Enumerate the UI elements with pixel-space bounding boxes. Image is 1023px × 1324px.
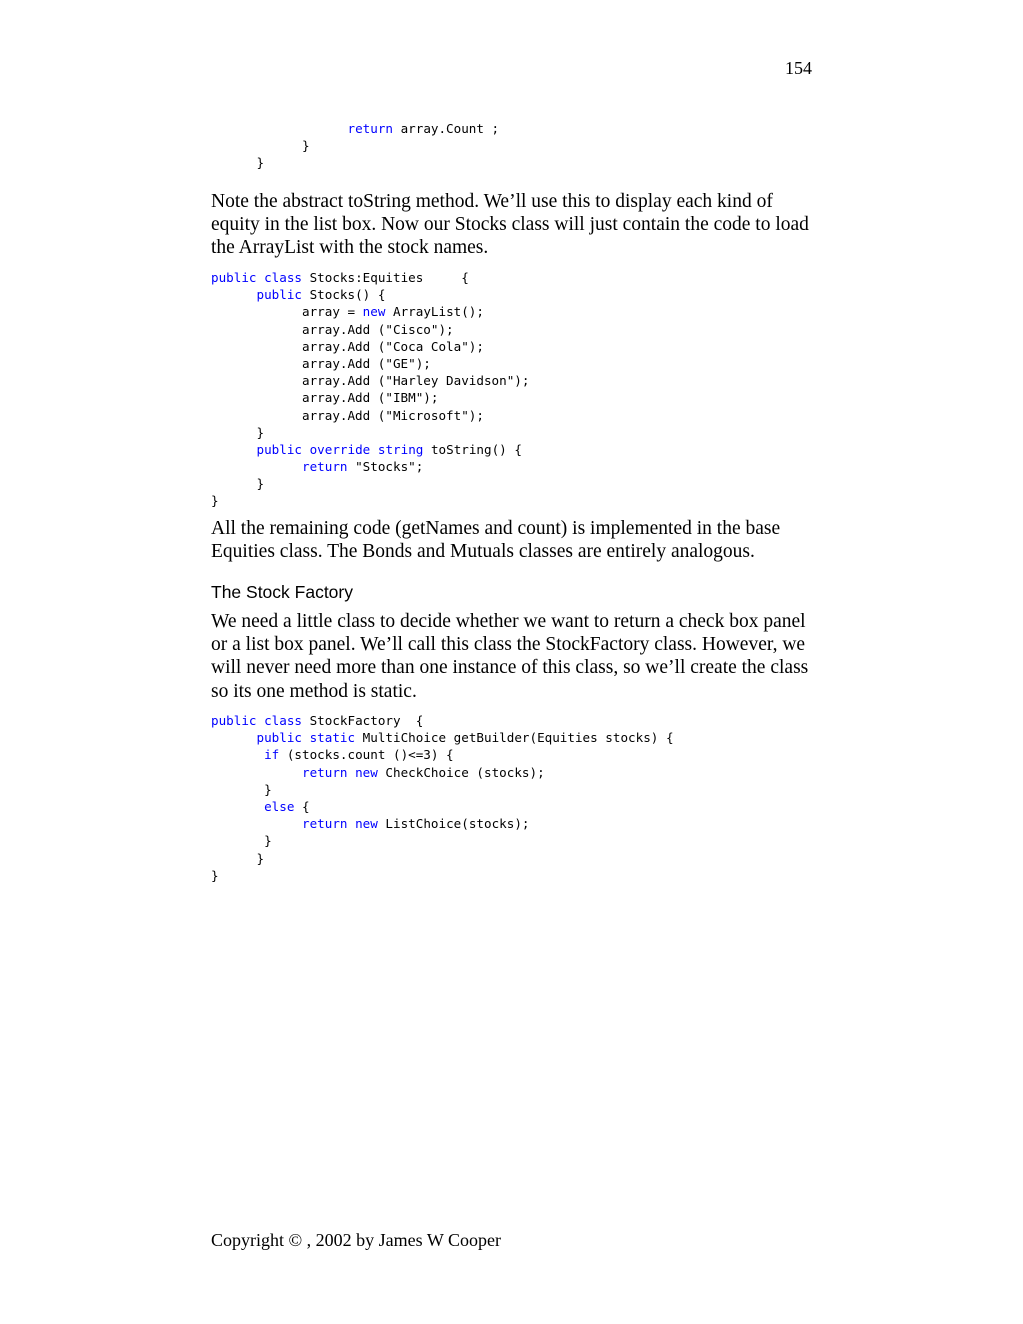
section-heading: The Stock Factory [211, 582, 353, 602]
code-text: array.Add ("Coca Cola"); [211, 338, 484, 354]
code-text: MultiChoice getBuilder(Equities stocks) { [355, 730, 674, 746]
code-text: } [211, 155, 265, 171]
paragraph-tostring-note: Note the abstract toString method. We’ll use this to display each kind of equity in the list box. Now our Stocks class will just contain the code to load the ArrayList with the stock names. [211, 191, 809, 259]
code-line [211, 355, 529, 372]
code-line [211, 389, 529, 406]
code-keyword: public [256, 441, 302, 457]
page-number: 154 [785, 58, 812, 78]
paragraph-remaining-code: All the remaining code (getNames and count) is implemented in the base Equities class. The Bonds and Mutuals classes are entirely analogous. [211, 518, 781, 563]
code-line [211, 867, 674, 884]
code-line [211, 154, 499, 171]
code-text [302, 442, 310, 457]
code-keyword: public [256, 730, 302, 746]
code-text: } [211, 867, 219, 883]
code-text [211, 121, 347, 136]
code-text: Stocks() { [302, 287, 386, 303]
code-keyword: new [362, 304, 386, 320]
code-text: (stocks.count ()<=3) { [279, 747, 454, 763]
code-text: } [211, 833, 272, 849]
paragraph-factory-intro: We need a little class to decide whether we want to return a check box panel or a list box panel. We’ll call this class the StockFactory class. However, we will never need more than one instance of this class, so we’ll create the class so its one method is static. [211, 611, 809, 702]
code-text: } [211, 476, 265, 492]
code-line [211, 781, 674, 798]
copyright-footer: Copyright © , 2002 by James W Cooper [211, 1230, 501, 1250]
code-keyword: else [264, 798, 295, 814]
code-text: "Stocks"; [347, 459, 424, 475]
code-line [211, 712, 674, 729]
code-line [211, 458, 529, 475]
code-line [211, 798, 674, 815]
code-line [211, 729, 674, 746]
code-keyword: new [355, 764, 378, 780]
code-text: array = [211, 304, 363, 320]
code-line [211, 338, 529, 355]
code-text [211, 442, 257, 457]
code-keyword: if [264, 747, 280, 763]
code-keyword: return [302, 816, 348, 832]
code-line [211, 303, 529, 320]
code-text [257, 270, 265, 285]
code-text: ArrayList(); [385, 304, 484, 320]
code-keyword: static [309, 730, 356, 746]
code-text [302, 730, 310, 745]
code-keyword: string [377, 441, 424, 457]
code-text: { [294, 798, 310, 814]
code-text [211, 799, 264, 814]
code-text [348, 816, 356, 831]
code-line [211, 475, 529, 492]
code-line [211, 286, 529, 303]
code-keyword: public [211, 713, 257, 728]
code-block-equities-end [211, 120, 499, 172]
code-line [211, 441, 529, 458]
code-text: } [211, 781, 272, 797]
code-text: Stocks:Equities { [302, 270, 469, 285]
code-text: StockFactory { [302, 713, 424, 728]
code-text: CheckChoice (stocks); [377, 764, 545, 780]
code-keyword: return [347, 121, 393, 136]
code-line [211, 492, 529, 509]
code-line [211, 120, 499, 137]
code-keyword: class [264, 713, 303, 728]
code-line [211, 269, 529, 286]
code-text [211, 287, 257, 302]
code-line [211, 372, 529, 389]
code-text: } [211, 424, 265, 440]
code-line [211, 321, 529, 338]
code-block-stocks-class [211, 269, 529, 510]
code-text [370, 442, 378, 457]
code-keyword: new [355, 816, 378, 832]
code-text [211, 765, 302, 780]
code-keyword: public [211, 270, 257, 285]
code-text [211, 816, 302, 831]
code-text: array.Add ("Harley Davidson"); [211, 373, 530, 389]
code-text: toString() { [423, 441, 522, 457]
code-line [211, 407, 529, 424]
code-line [211, 137, 499, 154]
code-text: array.Add ("Microsoft"); [211, 407, 484, 423]
code-line [211, 746, 674, 763]
code-text [257, 713, 265, 728]
code-keyword: class [264, 270, 303, 285]
code-text: array.Add ("GE"); [211, 355, 431, 371]
code-text: } [211, 850, 265, 866]
code-text: array.Count ; [392, 121, 500, 136]
code-keyword: return [302, 459, 348, 475]
code-keyword: public [256, 287, 302, 303]
code-text: } [211, 493, 219, 509]
code-text [211, 747, 264, 762]
code-line [211, 764, 674, 781]
code-keyword: override [309, 441, 371, 457]
code-text: ListChoice(stocks); [377, 816, 530, 832]
code-text: array.Add ("Cisco"); [211, 321, 454, 337]
code-line [211, 424, 529, 441]
code-text [211, 730, 257, 745]
code-line [211, 850, 674, 867]
code-text: array.Add ("IBM"); [211, 390, 439, 406]
code-text [348, 765, 356, 780]
code-line [211, 815, 674, 832]
code-block-stockfactory [211, 712, 674, 884]
code-line [211, 832, 674, 849]
code-text [211, 459, 302, 474]
code-text: } [211, 138, 310, 154]
code-keyword: return [302, 764, 348, 780]
